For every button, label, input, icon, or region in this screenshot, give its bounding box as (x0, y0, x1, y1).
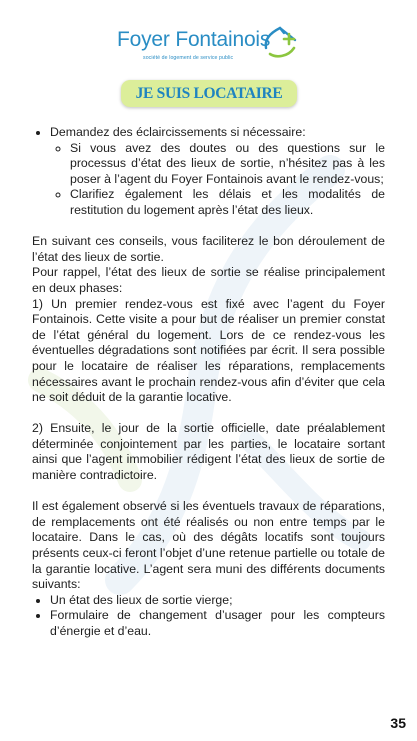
logo-tagline: société de logement de service public (143, 55, 234, 61)
banner-title: JE SUIS LOCATAIRE (135, 84, 283, 102)
paragraph: En suivant ces conseils, vous faciliterez le bon déroulement de l’état des lieux de sortie. (32, 234, 385, 264)
list-item: • Un état des lieux de sortie vierge; (50, 593, 385, 609)
section-banner (121, 80, 297, 107)
paragraph: Pour rappel, l’état des lieux de sortie se réalise principalement en deux phases: (32, 265, 385, 295)
page-number: 35 (390, 715, 406, 731)
list-item: • Formulaire de changement d’usager pour les compteurs d’énergie et d’eau. (50, 608, 385, 639)
paragraph: Il est également observé si les éventuels travaux de réparations, de remplacements ont été réalisés ou non entre temps par le locataire. Dans le cas, où des dégâts locatifs sont toujours présents ceux-ci feront l’objet d’une retenue partielle ou totale de la garantie locative. L’agent sera muni des différents documents suivants: (32, 499, 385, 592)
list-item-text: Demandez des éclaircissements si nécessaire: (50, 125, 306, 139)
house-leaf-icon (262, 24, 304, 60)
paragraph: 2) Ensuite, le jour de la sortie officielle, date préalablement déterminée conjointement par les parties, le locataire sortant ainsi que l’agent immobilier rédigent l’état des lieux de sortie de manière contradictoire. (32, 421, 385, 483)
foyer-fontainois-logo (117, 26, 307, 70)
logo-name: Foyer Fontainois (117, 28, 271, 51)
sub-list-item: ◦ Clarifiez également les délais et les modalités de restitution du logement après l’état des lieux. (70, 187, 385, 218)
list-item (50, 125, 385, 219)
sub-list (50, 141, 385, 219)
advice-list (32, 125, 385, 219)
page-content (32, 125, 385, 640)
sub-list-item: ◦ Si vous avez des doutes ou des questions sur le processus d’état des lieux de sortie, n’hésitez pas à les poser à l’agent du Foyer Fontainois avant le rendez-vous; (70, 141, 385, 188)
paragraph: 1) Un premier rendez-vous est fixé avec l’agent du Foyer Fontainois. Cette visite a pour but de réaliser un premier constat de l’état général du logement. Lors de ce rendez-vous les éventuelles dégradations sont notifiées par écrit. Il sera possible pour le locataire de réaliser les réparations, remplacements nécessaires avant le prochain rendez-vous afin d’éviter que cela ne soit déduit de la garantie locative. (32, 296, 385, 405)
documents-list (32, 593, 385, 640)
